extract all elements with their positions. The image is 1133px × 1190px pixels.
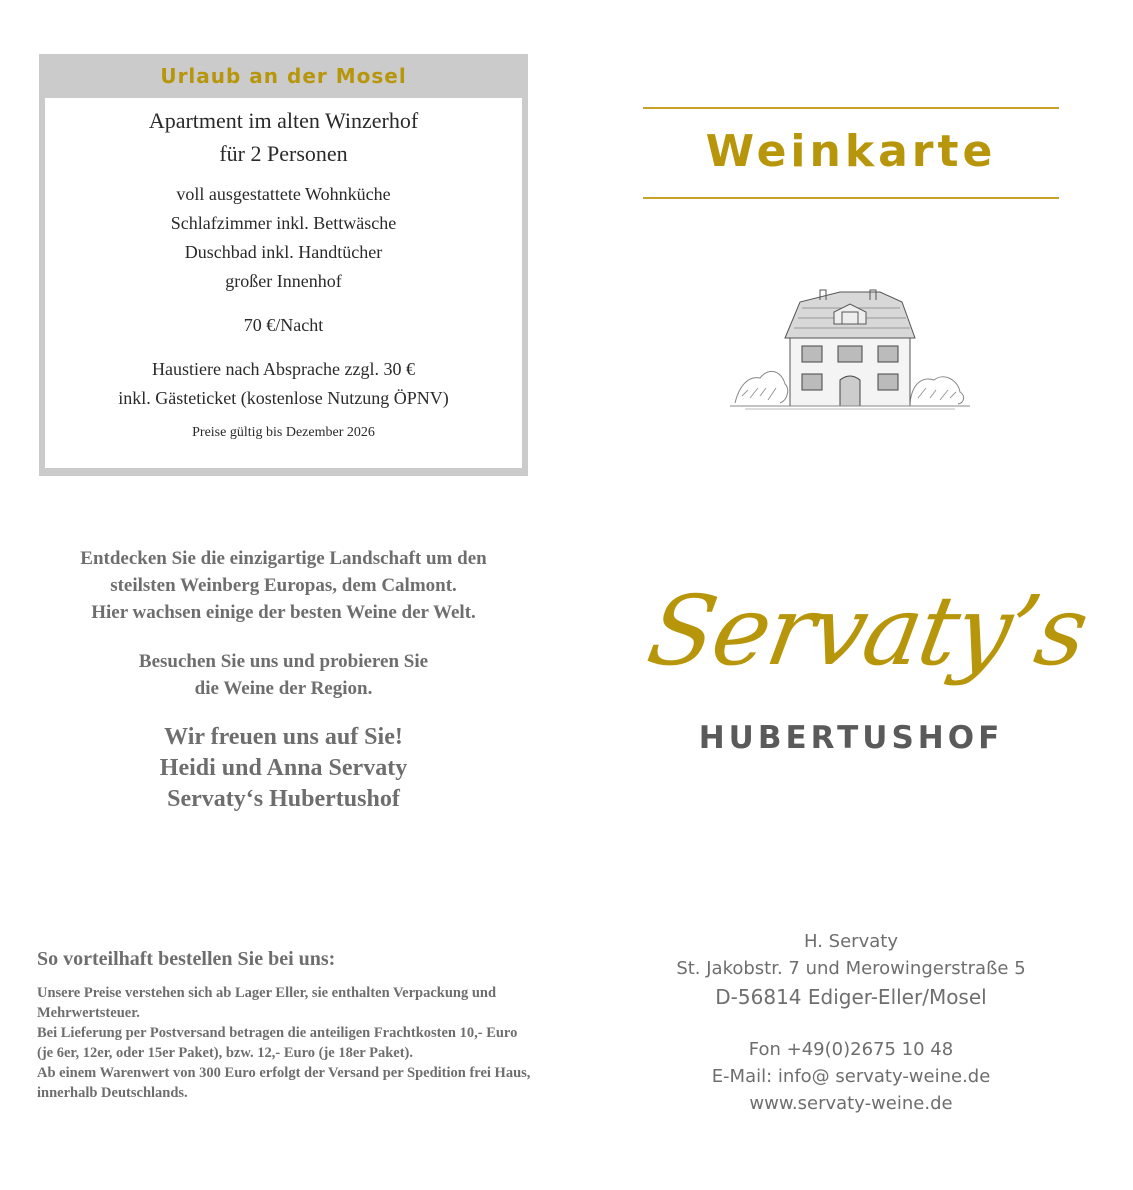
rental-price: 70 €/Nacht xyxy=(243,315,324,335)
intro-line: Hier wachsen einige der besten Weine der Welt. xyxy=(91,602,476,623)
greeting-line: Servaty‘s Hubertushof xyxy=(167,786,400,812)
order-text: Ab einem Warenwert von 300 Euro erfolgt der Versand per Spedition frei Haus, innerhalb Deutschlands. xyxy=(37,1065,531,1101)
contact-block xyxy=(640,928,1062,1117)
rental-pets-line1: Haustiere nach Absprache zzgl. 30 € xyxy=(152,359,415,379)
title-rule-bottom xyxy=(643,197,1059,199)
contact-phone: Fon +49(0)2675 10 48 xyxy=(748,1039,954,1060)
rental-title-line2: für 2 Personen xyxy=(219,141,348,166)
intro-line: Entdecken Sie die einzigartige Landschaft um den xyxy=(80,548,487,569)
intro-line: die Weine der Region. xyxy=(194,678,373,699)
rental-content xyxy=(45,98,522,468)
contact-website[interactable]: www.servaty-weine.de xyxy=(749,1093,953,1114)
contact-email[interactable]: E-Mail: info@ servaty-weine.de xyxy=(711,1066,991,1087)
rental-title-line1: Apartment im alten Winzerhof xyxy=(148,108,419,133)
order-info xyxy=(37,948,537,1103)
rental-feature: voll ausgestattete Wohnküche xyxy=(176,184,391,204)
greeting-line: Heidi und Anna Servaty xyxy=(159,755,408,781)
rental-feature: Duschbad inkl. Handtücher xyxy=(184,242,383,262)
title-rule-top xyxy=(643,107,1059,109)
rental-feature: Schlafzimmer inkl. Bettwäsche xyxy=(170,213,397,233)
rental-validity: Preise gültig bis Dezember 2026 xyxy=(192,425,375,440)
order-text: Bei Lieferung per Postversand betragen die anteiligen Frachtkosten 10,- Euro (je 6er, 12er, oder 15er Paket), bzw. 12,- Euro (je 18er Paket). xyxy=(37,1025,518,1061)
rental-pets-line2: inkl. Gästeticket (kostenlose Nutzung ÖPNV) xyxy=(118,388,449,408)
house-illustration xyxy=(730,288,970,410)
logo-subtitle: HUBERTUSHOF xyxy=(698,720,1004,756)
contact-city: D-56814 Ediger-Eller/Mosel xyxy=(715,985,987,1009)
rental-header: Urlaub an der Mosel xyxy=(160,64,407,88)
rental-box xyxy=(39,54,528,476)
contact-street: St. Jakobstr. 7 und Merowingerstraße 5 xyxy=(676,958,1026,979)
contact-name: H. Servaty xyxy=(804,931,898,952)
logo-script: Servaty’s xyxy=(640,575,1095,687)
order-text: Unsere Preise verstehen sich ab Lager Eller, sie enthalten Verpackung und Mehrwertsteuer. xyxy=(37,985,497,1021)
intro-line: steilsten Weinberg Europas, dem Calmont. xyxy=(110,575,457,596)
page-title: Weinkarte xyxy=(705,126,997,177)
intro-section xyxy=(39,545,528,815)
intro-line: Besuchen Sie uns und probieren Sie xyxy=(138,651,429,672)
order-title: So vorteilhaft bestellen Sie bei uns: xyxy=(37,948,336,970)
rental-feature: großer Innenhof xyxy=(225,271,342,291)
greeting-line: Wir freuen uns auf Sie! xyxy=(164,724,403,750)
